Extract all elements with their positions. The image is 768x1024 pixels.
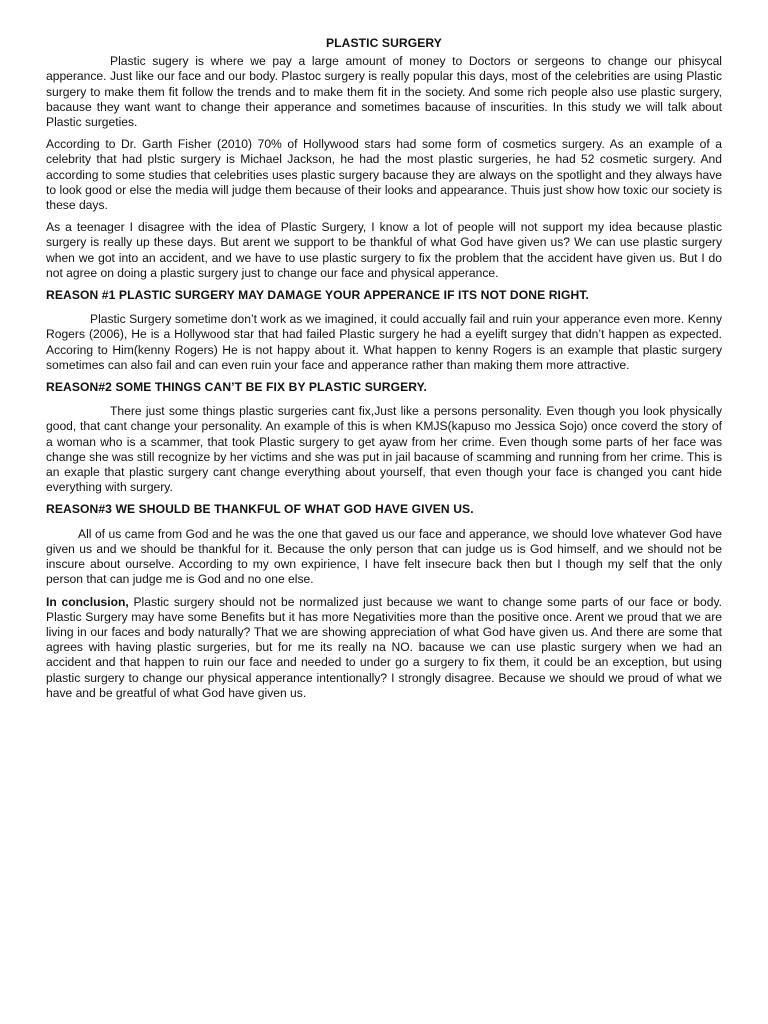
- intro-paragraph-2: According to Dr. Garth Fisher (2010) 70% of Hollywood stars had some form of cosmetics surgery. As an example of a celebrity that had plstic surgery is Michael Jackson, he had the most plastic surgeries, he had 52 cosmetic surgery. And according to some studies that celebrities uses plastic surgery bacause they are always on the spotlight and they always have to look good or else the media will judge them because of their looks and appearance. Thuis just show how toxic our society is these days.: [46, 137, 722, 213]
- reason-3-paragraph: All of us came from God and he was the one that gaved us our face and apperance, we should love whatever God have given us and we should be thankful for it. Because the only person that can judge us is God himself, and we should not be inscure about ourselve. According to my own expirience, I have felt insecure back then but I though my self that the only person that can judge me is God and no one else.: [46, 526, 722, 587]
- reason-2-heading: REASON#2 SOME THINGS CAN’T BE FIX BY PLASTIC SURGERY.: [46, 380, 427, 395]
- reason-1-heading: REASON #1 PLASTIC SURGERY MAY DAMAGE YOUR APPERANCE IF ITS NOT DONE RIGHT.: [46, 288, 589, 303]
- conclusion-paragraph: [46, 595, 722, 701]
- intro-paragraph-1: Plastic sugery is where we pay a large amount of money to Doctors or sergeons to change our phisycal apperance. Just like our face and our body. Plastoc surgery is really popular this days, most of the celebrities are using Plastic surgery to make them fit follow the trends and to make them fit in the society. And some rich people also use plastic surgery, bacause they want want to change their apperance and sometimes bacause of inscurities. In this study we will talk about Plastic surgeties.: [46, 54, 722, 130]
- document-title: PLASTIC SURGERY: [326, 36, 442, 50]
- conclusion-lead: In conclusion,: [46, 594, 129, 609]
- conclusion-body: Plastic surgery should not be normalized just because we want to change some parts of our face or body. Plastic Surgery may have some Benefits but it has more Negativities more than the positive once. Arent we proud that we are living in our faces and body naturally? That we are showing appreciation of what God have given us. And there are some that agrees with having plastic surgeries, but for me its really na NO. bacause we can use plastic surgery when we had an accident and that happen to ruin our face and needed to under go a surgery to fix them, it could be an exception, but using plastic surgery to change our physical apperance intentionally? I strongly disagree. Because we should we proud of what we have and be greatful of what God have given us.: [46, 594, 722, 700]
- reason-2-paragraph: There just some things plastic surgeries cant fix,Just like a persons personality. Even though you look physically good, that cant change your personality. An example of this is when KMJS(kapuso mo Jessica Sojo) once coverd the story of a woman who is a scammer, that took Plastic surgery to get ayaw from her crime. Even though some parts of her face was change she was still recognize by her victims and she was put in jail bacause of scamming and running from her crime. This is an exaple that plastic surgery cant change everything about yourself, that even though your face is changed you cant hide everything with surgery.: [46, 404, 722, 495]
- intro-paragraph-3: As a teenager I disagree with the idea of Plastic Surgery, I know a lot of people will not support my idea because plastic surgery is really up these days. But arent we support to be thankful of what God have given us? We can use plastic surgery when we got into an accident, and we have to use plastic surgery to fix the problem that the accident have given us. But I do not agree on doing a plastic surgery just to change our face and physical apperance.: [46, 220, 722, 280]
- document-page: [46, 36, 722, 708]
- reason-3-heading: REASON#3 WE SHOULD BE THANKFUL OF WHAT GOD HAVE GIVEN US.: [46, 502, 474, 517]
- reason-1-paragraph: Plastic Surgery sometime don’t work as we imagined, it could accually fail and ruin your apperance even more. Kenny Rogers (2006), He is a Hollywood star that had failed Plastic surgery he had a eyelift surgey that didn’t happen as expected. Accoring to Him(kenny Rogers) He is not happy about it. What happen to kenny Rogers is an example that plastic surgery sometimes can also fail and can even ruin your face and apperance rather than making them more attractive.: [46, 312, 722, 372]
